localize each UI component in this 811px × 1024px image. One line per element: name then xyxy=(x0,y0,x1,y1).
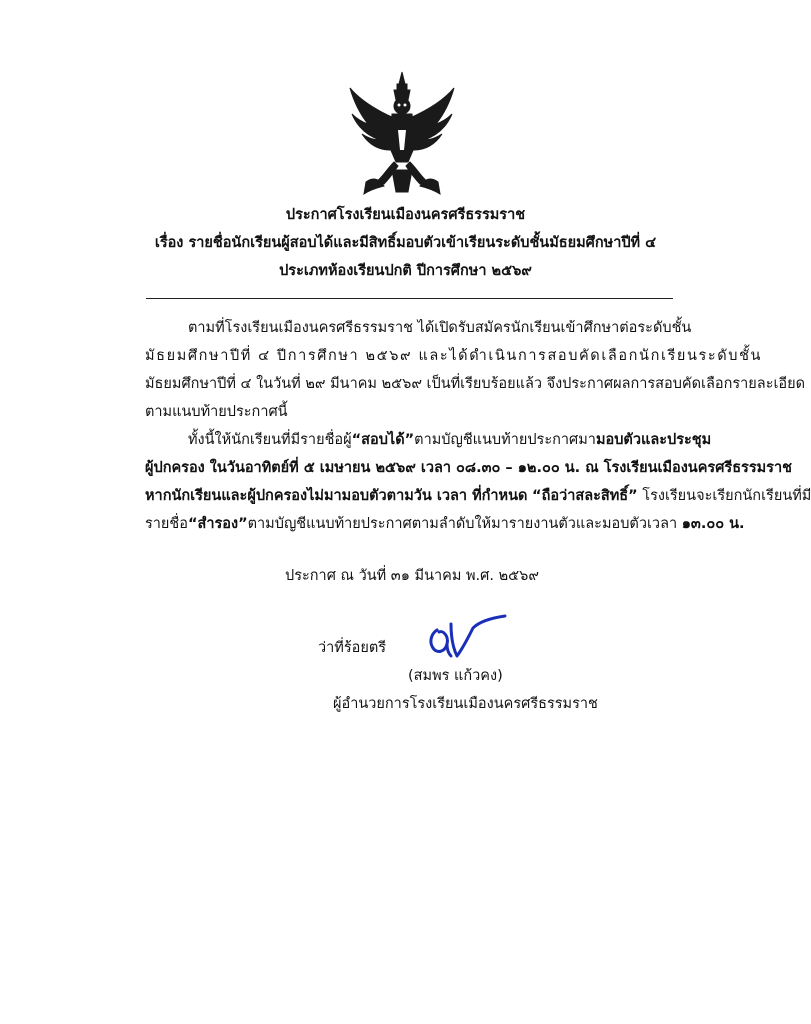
paragraph2-text: ทั้งนี้ให้นักเรียนที่มีรายชื่อผู้ xyxy=(188,432,352,448)
paragraph2-condition: หากนักเรียนและผู้ปกครองไม่มามอบตัวตามวัน เวลา ที่กำหนด xyxy=(145,488,528,504)
signer-name: (สมพร แก้วคง) xyxy=(408,668,503,684)
signer-position: ผู้อำนวยการโรงเรียนเมืองนครศรีธรรมราช xyxy=(333,696,598,712)
report-meeting-label: มอบตัวและประชุม xyxy=(595,432,712,448)
announcement-title: ประกาศโรงเรียนเมืองนครศรีธรรมราช xyxy=(285,207,526,223)
paragraph2-line1 xyxy=(188,430,711,450)
paragraph1-line4: ตามแนบท้ายประกาศนี้ xyxy=(145,404,288,420)
paragraph1-line2: มัธยมศึกษาปีที่ ๔ ปีการศึกษา ๒๕๖๙ และได้ดำเนินการสอบคัดเลือกนักเรียนระดับชั้น xyxy=(145,348,763,364)
announcement-date: ประกาศ ณ วันที่ ๓๑ มีนาคม พ.ศ. ๒๕๖๙ xyxy=(285,568,539,584)
paragraph2-text: ตามบัญชีแนบท้ายประกาศมา xyxy=(414,432,596,448)
paragraph2-line2: ผู้ปกครอง ในวันอาทิตย์ที่ ๕ เมษายน ๒๕๖๙ เวลา ๐๘.๓๐ – ๑๒.๐๐ น. ณ โรงเรียนเมืองนครศรีธรรมราช xyxy=(145,460,792,476)
announcement-category: ประเภทห้องเรียนปกติ ปีการศึกษา ๒๕๖๙ xyxy=(279,263,532,279)
reserve-label: “สำรอง” xyxy=(187,516,248,532)
heading-divider xyxy=(146,298,673,299)
reserve-time: ๑๓.๐๐ น. xyxy=(681,516,745,532)
forfeit-label: “ถือว่าสละสิทธิ์” xyxy=(532,488,638,504)
paragraph2-line4 xyxy=(145,514,745,534)
paragraph2-text: ตามบัญชีแนบท้ายประกาศตามลำดับให้มารายงานตัวและมอบตัวเวลา xyxy=(247,516,678,532)
garuda-emblem xyxy=(346,70,458,200)
announcement-subject: เรื่อง รายชื่อนักเรียนผู้สอบได้และมีสิทธิ์มอบตัวเข้าเรียนระดับชั้นมัธยมศึกษาปีที่ ๔ xyxy=(154,235,657,251)
paragraph1-line1: ตามที่โรงเรียนเมืองนครศรีธรรมราช ได้เปิดรับสมัครนักเรียนเข้าศึกษาต่อระดับชั้น xyxy=(188,320,692,336)
paragraph2-line3 xyxy=(145,486,811,506)
paragraph2-text: รายชื่อ xyxy=(145,516,188,532)
passed-label: “สอบได้” xyxy=(351,432,415,448)
signer-rank: ว่าที่ร้อยตรี xyxy=(318,640,387,656)
paragraph2-text: โรงเรียนจะเรียกนักเรียนที่มี xyxy=(642,488,811,504)
paragraph1-line3: มัธยมศึกษาปีที่ ๔ ในวันที่ ๒๙ มีนาคม ๒๕๖๙ เป็นที่เรียบร้อยแล้ว จึงประกาศผลการสอบคัดเลือกรายละเอียด xyxy=(145,376,806,392)
handwritten-signature xyxy=(425,612,509,662)
